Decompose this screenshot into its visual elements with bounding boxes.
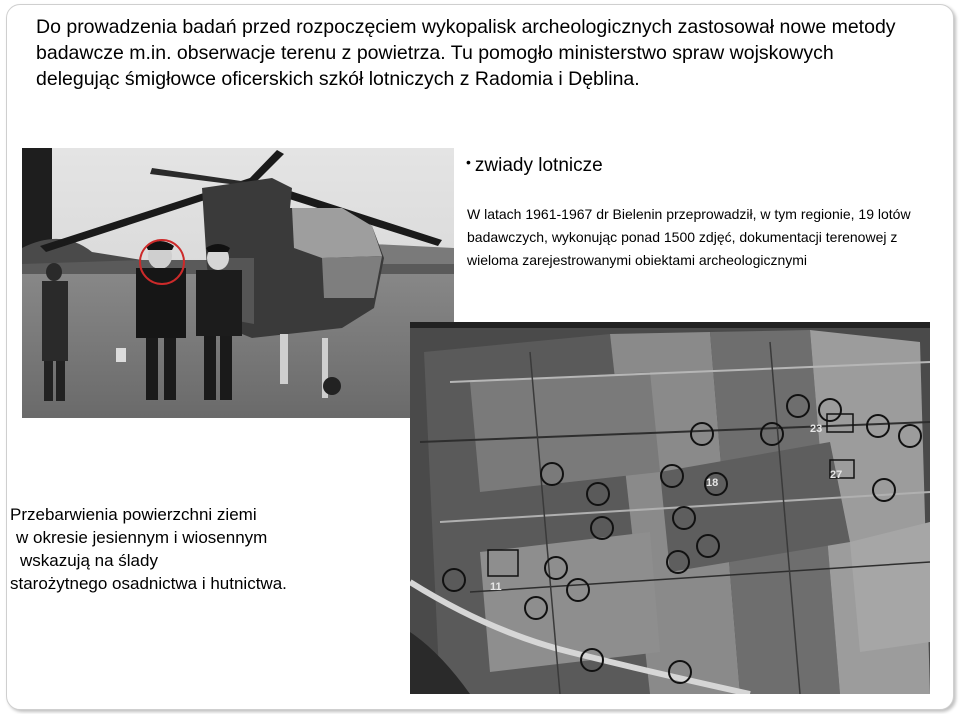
caption-line-1: Przebarwienia powierzchni ziemi [10,505,257,524]
bullet-heading [466,154,603,177]
aerial-label-11: 11 [490,581,502,593]
caption-line-3: wskazują na ślady [20,551,158,570]
aerial-label-23: 23 [810,423,823,435]
bullet-label: zwiady lotnicze [474,155,603,176]
aerial-label-18: 18 [706,477,719,489]
caption-line-2: w okresie jesiennym i wiosennym [16,528,268,547]
bullet-icon: • [466,154,471,170]
aerial-photo [410,322,930,694]
aerial-label-27: 27 [830,469,843,481]
detail-paragraph: W latach 1961-1967 dr Bielenin przeprowadził, w tym regionie, 19 lotów badawczych, wykonując ponad 1500 zdjęć, dokumentacji terenowej z wieloma zarejestrowanymi obiektami archeologicznymi [467,206,911,268]
helicopter-photo [22,148,454,418]
caption [10,503,410,595]
caption-line-4: starożytnego osadnictwa i hutnictwa. [10,574,287,593]
intro-paragraph: Do prowadzenia badań przed rozpoczęciem wykopalisk archeologicznych zastosował nowe metody badawcze m.in. obserwacje terenu z powietrza. Tu pomogło ministerstwo spraw wojskowych delegując śmigłowce oficerskich szkół lotniczych z Radomia i Dęblina. [36,16,896,90]
